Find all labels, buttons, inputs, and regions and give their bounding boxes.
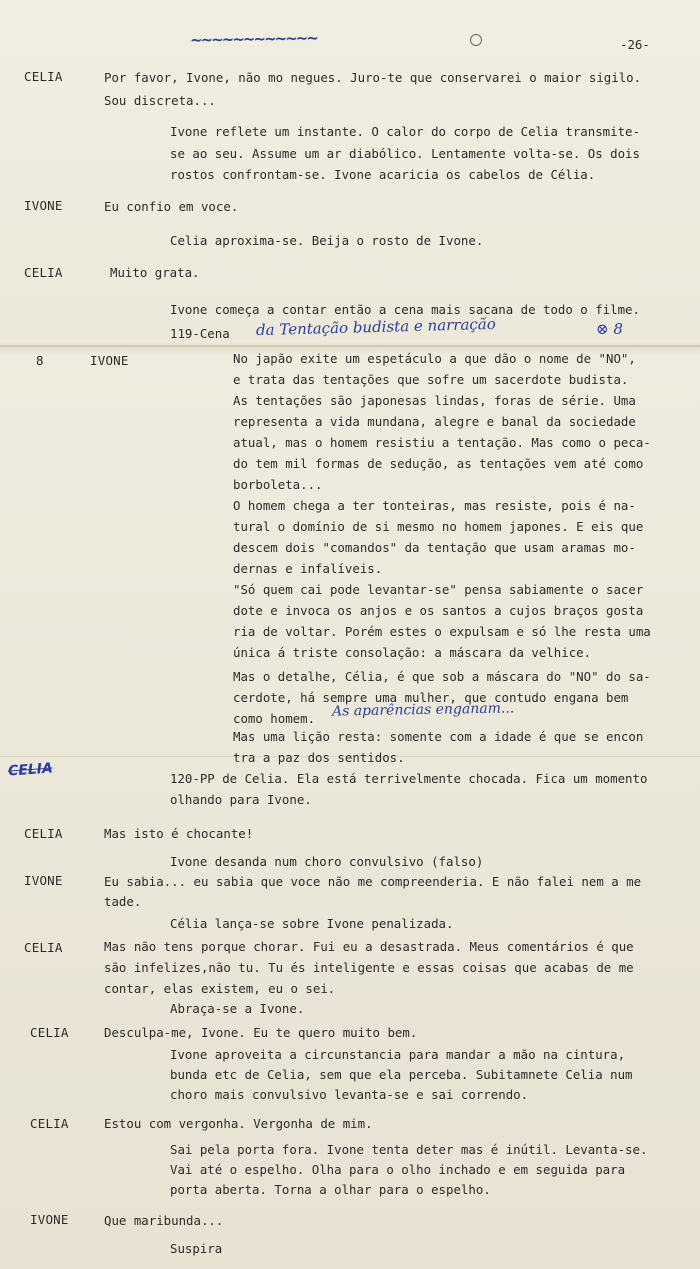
action-line: Celia aproxima-se. Beija o rosto de Ivone. (170, 233, 484, 248)
speaker-name: IVONE (24, 198, 63, 213)
monologue-line: O homem chega a ter tonteiras, mas resiste, pois é na- (233, 498, 636, 513)
action-line: rostos confrontam-se. Ivone acaricia os cabelos de Célia. (170, 167, 596, 182)
dialogue-line: Eu confio em voce. (104, 199, 239, 214)
action-line: Suspira (170, 1241, 223, 1256)
dialogue-line: Eu sabia... eu sabia que voce não me compreenderia. E não falei nem a me (104, 874, 642, 889)
action-line: se ao seu. Assume um ar diabólico. Lentamente volta-se. Os dois (170, 146, 640, 161)
handwritten-scene-title: da Tentação budista e narração (255, 314, 497, 340)
monologue-line: descem dois "comandos" da tentação que usam aramas mo- (233, 540, 636, 555)
monologue-line: do tem mil formas de sedução, as tentações vem até como (233, 456, 644, 471)
action-line: choro mais convulsivo levanta-se e sai correndo. (170, 1087, 529, 1102)
dialogue-line: Que maribunda... (104, 1213, 224, 1228)
speaker-name: CELIA (24, 826, 63, 841)
dialogue-line: Mas não tens porque chorar. Fui eu a desastrada. Meus comentários é que (104, 939, 634, 954)
dialogue-line: são infelizes,não tu. Tu és inteligente e essas coisas que acabas de me (104, 960, 634, 975)
action-line: Abraça-se a Ivone. (170, 1001, 305, 1016)
dialogue-line: Desculpa-me, Ivone. Eu te quero muito bem. (104, 1025, 418, 1040)
scene-heading-119: 119-Cena (170, 326, 230, 341)
punch-hole (470, 34, 482, 46)
dialogue-line: Sou discreta... (104, 93, 216, 108)
monologue-line: tra a paz dos sentidos. (233, 750, 405, 765)
scene-heading-120: 120-PP de Celia. Ela está terrivelmente chocada. Fica um momento (170, 771, 648, 786)
action-line: Ivone começa a contar então a cena mais sacana de todo o filme. (170, 302, 640, 317)
dialogue-line: tade. (104, 894, 142, 909)
speaker-name: CELIA (24, 265, 63, 280)
speaker-name: CELIA (30, 1116, 69, 1131)
speaker-name: CELIA (24, 69, 63, 84)
monologue-line: As tentações são japonesas lindas, foras de série. Uma (233, 393, 636, 408)
monologue-line: borboleta... (233, 477, 323, 492)
monologue-line: Mas uma lição resta: somente com a idade é que se encon (233, 729, 644, 744)
monologue-line: única á triste consolação: a máscara da velhice. (233, 645, 592, 660)
monologue-line: dernas e infalíveis. (233, 561, 383, 576)
monologue-line: Mas o detalhe, Célia, é que sob a máscara do "NO" do sa- (233, 669, 651, 684)
dialogue-line: Mas isto é chocante! (104, 826, 254, 841)
speaker-name: CELIA (30, 1025, 69, 1040)
action-line: bunda etc de Celia, sem que ela perceba. Subitamnete Celia num (170, 1067, 633, 1082)
action-line: porta aberta. Torna a olhar para o espelho. (170, 1182, 491, 1197)
dialogue-line: Por favor, Ivone, não mo negues. Juro-te que conservarei o maior sigilo. (104, 70, 642, 85)
paper-fold (0, 345, 700, 347)
section-number: 8 (36, 353, 44, 368)
handwritten-mark: ⊗ 8 (596, 320, 623, 338)
action-line: Célia lança-se sobre Ivone penalizada. (170, 916, 454, 931)
scribbled-title: ~~~~~~~~~~~~ (189, 28, 317, 50)
scribbled-speaker: CELIA (7, 760, 54, 780)
action-line: olhando para Ivone. (170, 792, 312, 807)
action-line: Sai pela porta fora. Ivone tenta deter mas é inútil. Levanta-se. (170, 1142, 648, 1157)
monologue-line: tural o domínio de si mesmo no homem japones. E eis que (233, 519, 644, 534)
speaker-name: IVONE (90, 353, 129, 368)
monologue-line: representa a vida mundana, alegre e banal da sociedade (233, 414, 636, 429)
monologue-line: ria de voltar. Porém estes o expulsam e só lhe resta uma (233, 624, 651, 639)
monologue-line: como homem. (233, 711, 316, 726)
dialogue-line: Muito grata. (110, 265, 200, 280)
action-line: Ivone aproveita a circunstancia para mandar a mão na cintura, (170, 1047, 626, 1062)
monologue-line: dote e invoca os anjos e os santos a cujos braços gosta (233, 603, 644, 618)
monologue-line: No japão exite um espetáculo a que dão o nome de "NO", (233, 351, 636, 366)
action-line: Vai até o espelho. Olha para o olho inchado e em seguida para (170, 1162, 626, 1177)
action-line: Ivone reflete um instante. O calor do corpo de Celia transmite- (170, 124, 640, 139)
speaker-name: IVONE (30, 1212, 69, 1227)
monologue-line: cerdote, há sempre uma mulher, que contudo engana bem (233, 690, 629, 705)
monologue-line: e trata das tentações que sofre um sacerdote budista. (233, 372, 629, 387)
page-number: -26- (620, 37, 650, 52)
speaker-name: IVONE (24, 873, 63, 888)
monologue-line: "Só quem cai pode levantar-se" pensa sabiamente o sacer (233, 582, 644, 597)
dialogue-line: contar, elas existem, eu o sei. (104, 981, 336, 996)
speaker-name: CELIA (24, 940, 63, 955)
handwritten-note: As aparências enganam... (331, 700, 515, 720)
monologue-line: atual, mas o homem resistiu a tentação. Mas como o peca- (233, 435, 651, 450)
dialogue-line: Estou com vergonha. Vergonha de mim. (104, 1116, 373, 1131)
action-line: Ivone desanda num choro convulsivo (falso) (170, 854, 484, 869)
